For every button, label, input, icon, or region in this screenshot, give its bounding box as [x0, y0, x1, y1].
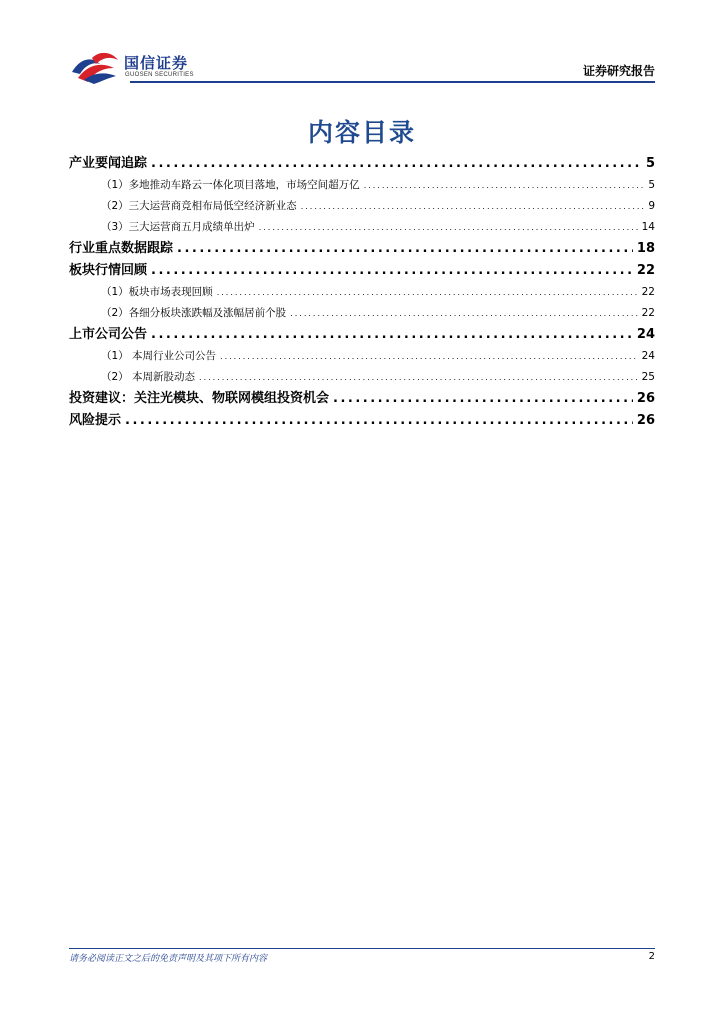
toc-entry-title: 产业要闻追踪 — [69, 156, 148, 171]
toc-entry-company-announcements[interactable] — [69, 324, 655, 346]
toc-entry-page: 24 — [641, 350, 655, 362]
header-divider — [130, 81, 655, 83]
page-number: 2 — [648, 951, 655, 962]
toc-entry-page: 5 — [648, 179, 655, 191]
toc-entry-risk-warning[interactable] — [69, 410, 655, 432]
toc-entry-title: （1） 本周行业公司公告 — [101, 350, 217, 362]
page-header — [0, 0, 724, 90]
toc-entry-title: （2） 本周新股动态 — [101, 371, 196, 383]
toc-entry-page: 22 — [636, 263, 655, 278]
toc-entry-title: （2）各细分板块涨跌幅及涨幅居前个股 — [101, 307, 287, 319]
toc-leader-dots — [177, 238, 633, 260]
toc-entry-page: 9 — [648, 200, 655, 212]
toc-entry-title: 风险提示 — [69, 413, 122, 428]
footer-divider — [69, 948, 655, 949]
toc-entry-title: （1）多地推动车路云一体化项目落地，市场空间超万亿 — [101, 179, 360, 191]
toc-entry-key-data-tracking[interactable] — [69, 238, 655, 260]
toc-entry-page: 22 — [641, 286, 655, 298]
toc-entry-page: 24 — [636, 327, 655, 342]
report-type-label: 证券研究报告 — [582, 64, 655, 78]
toc-entry-page: 26 — [636, 391, 655, 406]
toc-leader-dots — [259, 217, 638, 238]
toc-entry-industry-news[interactable] — [69, 153, 655, 175]
toc-entry-low-altitude-economy[interactable] — [69, 196, 655, 217]
toc-entry-new-stocks[interactable] — [69, 367, 655, 388]
toc-entry-page: 18 — [636, 241, 655, 256]
toc-entry-investment-advice[interactable] — [69, 388, 655, 410]
toc-leader-dots — [151, 153, 642, 175]
toc-entry-title: 行业重点数据跟踪 — [69, 241, 174, 256]
toc-entry-weekly-announcements[interactable] — [69, 346, 655, 367]
toc-leader-dots — [217, 282, 638, 303]
toc-entry-vehicle-road-cloud[interactable] — [69, 175, 655, 196]
toc-leader-dots — [199, 367, 638, 388]
toc-leader-dots — [125, 410, 633, 432]
toc-entry-title: 投资建议：关注光模块、物联网模组投资机会 — [69, 391, 330, 406]
table-of-contents — [69, 153, 655, 432]
toc-leader-dots — [333, 388, 633, 410]
toc-entry-sector-review[interactable] — [69, 260, 655, 282]
toc-entry-page: 22 — [641, 307, 655, 319]
footer-disclaimer: 请务必阅读正文之后的免责声明及其项下所有内容 — [69, 954, 268, 964]
toc-entry-market-performance[interactable] — [69, 282, 655, 303]
toc-leader-dots — [151, 260, 633, 282]
toc-entry-page: 5 — [645, 156, 655, 171]
logo-chinese-text: 国信证券 — [124, 54, 189, 72]
toc-entry-may-results[interactable] — [69, 217, 655, 238]
toc-leader-dots — [290, 303, 637, 324]
toc-entry-page: 14 — [641, 221, 655, 233]
toc-leader-dots — [151, 324, 633, 346]
guosen-logo-mark-icon — [70, 50, 120, 86]
toc-leader-dots — [220, 346, 638, 367]
toc-leader-dots — [364, 175, 645, 196]
toc-entry-sub-sector-moves[interactable] — [69, 303, 655, 324]
toc-entry-page: 26 — [636, 413, 655, 428]
toc-entry-title: （1）板块市场表现回顾 — [101, 286, 213, 298]
toc-leader-dots — [301, 196, 645, 217]
toc-entry-page: 25 — [641, 371, 655, 383]
toc-entry-title: 板块行情回顾 — [69, 263, 148, 278]
logo-english-text: GUOSEN SECURITIES — [125, 72, 194, 78]
toc-entry-title: 上市公司公告 — [69, 327, 148, 342]
toc-title: 内容目录 — [307, 118, 416, 147]
toc-entry-title: （3）三大运营商五月成绩单出炉 — [101, 221, 255, 233]
toc-entry-title: （2）三大运营商竞相布局低空经济新业态 — [101, 200, 297, 212]
